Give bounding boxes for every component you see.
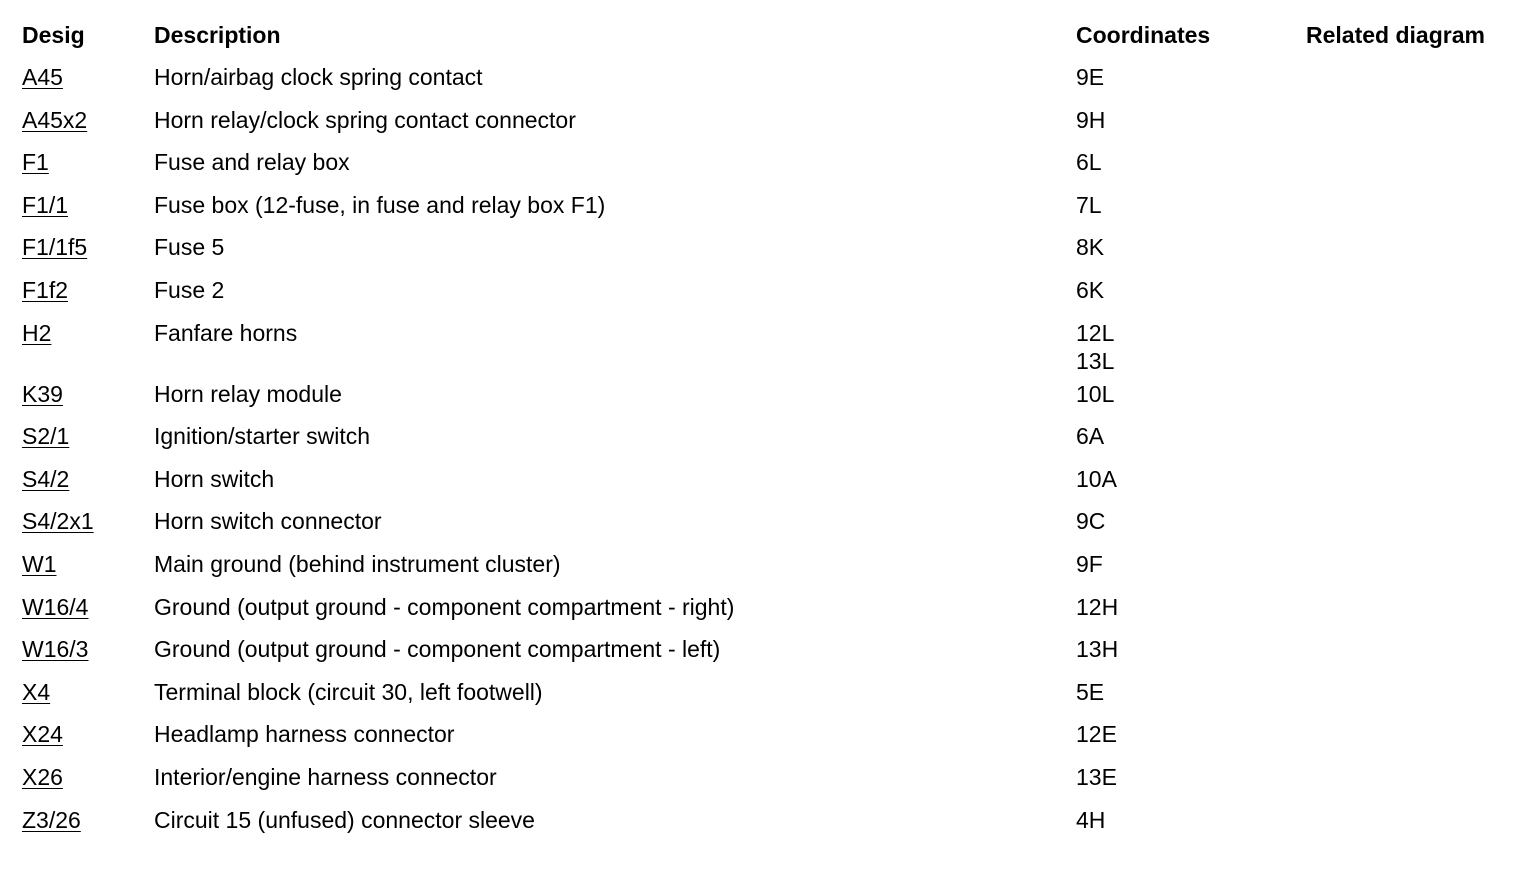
desig-cell (16, 545, 148, 588)
coordinate-value: 12L (1076, 319, 1115, 346)
related-diagram-cell (1300, 101, 1520, 144)
header-related-diagram: Related diagram (1306, 22, 1485, 48)
table-row (16, 375, 1520, 418)
desig-link[interactable]: W16/4 (22, 593, 89, 620)
table-row (16, 545, 1520, 588)
coordinate-value: 6L (1076, 149, 1102, 176)
description-cell: Ground (output ground - component compartment - left) (154, 636, 721, 663)
table-row (16, 101, 1520, 144)
desig-link[interactable]: A45 (22, 64, 63, 90)
coordinate-value: 6A (1076, 423, 1105, 450)
desig-link[interactable]: Z3/26 (22, 806, 81, 833)
coordinate-value: 13L (1076, 347, 1115, 374)
related-diagram-cell (1300, 588, 1520, 631)
coordinate-value: 13H (1076, 636, 1119, 663)
table-row (16, 58, 1520, 101)
desig-link[interactable]: W16/3 (22, 636, 89, 663)
coordinate-value: 5E (1076, 678, 1105, 705)
coordinates-cell (1070, 375, 1300, 418)
desig-link[interactable]: S4/2 (22, 465, 70, 492)
desig-cell (16, 801, 148, 844)
coordinate-value: 4H (1076, 806, 1106, 833)
description-cell: Horn switch (154, 465, 275, 492)
coordinates-cell (1070, 630, 1300, 673)
desig-cell (16, 460, 148, 503)
desig-cell (16, 588, 148, 631)
description-cell: Horn switch connector (154, 508, 382, 535)
header-description: Description (154, 22, 281, 48)
desig-link[interactable]: X26 (22, 763, 63, 790)
coordinate-value: 7L (1076, 191, 1102, 218)
description-cell: Fuse and relay box (154, 149, 350, 176)
desig-link[interactable]: S2/1 (22, 423, 70, 450)
desig-cell (16, 375, 148, 418)
related-diagram-cell (1300, 228, 1520, 271)
description-cell: Ground (output ground - component compartment - right) (154, 593, 735, 620)
coordinates-cell (1070, 460, 1300, 503)
table-row (16, 630, 1520, 673)
desig-cell (16, 715, 148, 758)
related-diagram-cell (1300, 186, 1520, 229)
coordinates-cell (1070, 143, 1300, 186)
description-cell: Ignition/starter switch (154, 423, 371, 450)
coordinate-value: 9F (1076, 550, 1103, 577)
desig-link[interactable]: X24 (22, 721, 63, 748)
related-diagram-cell (1300, 271, 1520, 314)
related-diagram-cell (1300, 801, 1520, 844)
coordinates-cell (1070, 715, 1300, 758)
description-cell: Horn relay module (154, 380, 342, 407)
description-cell: Fuse 5 (154, 234, 225, 261)
coordinates-cell (1070, 417, 1300, 460)
table-row (16, 502, 1520, 545)
coordinate-value: 8K (1076, 234, 1105, 261)
coordinates-cell (1070, 801, 1300, 844)
header-coordinates: Coordinates (1076, 22, 1211, 48)
description-cell: Interior/engine harness connector (154, 763, 497, 790)
related-diagram-cell (1300, 460, 1520, 503)
desig-link[interactable]: F1/1f5 (22, 234, 88, 261)
desig-link[interactable]: F1/1 (22, 191, 69, 218)
related-diagram-cell (1300, 375, 1520, 418)
table-body (16, 58, 1520, 843)
related-diagram-cell (1300, 545, 1520, 588)
desig-link[interactable]: F1 (22, 149, 49, 176)
desig-link[interactable]: F1f2 (22, 276, 69, 303)
coordinates-cell (1070, 588, 1300, 631)
related-diagram-cell (1300, 758, 1520, 801)
description-cell: Terminal block (circuit 30, left footwell) (154, 678, 543, 705)
coordinates-cell (1070, 186, 1300, 229)
table-row (16, 758, 1520, 801)
coordinate-value: 6K (1076, 276, 1105, 303)
coordinate-value: 10A (1076, 465, 1117, 492)
related-diagram-cell (1300, 143, 1520, 186)
desig-cell (16, 186, 148, 229)
desig-cell (16, 673, 148, 716)
coordinate-value: 12E (1076, 721, 1117, 748)
table-row (16, 314, 1520, 375)
desig-cell (16, 417, 148, 460)
description-cell: Headlamp harness connector (154, 721, 455, 748)
desig-cell (16, 502, 148, 545)
related-diagram-cell (1300, 58, 1520, 101)
coordinates-cell (1070, 271, 1300, 314)
coordinate-value: 9H (1076, 106, 1106, 133)
coordinate-value: 9C (1076, 508, 1106, 535)
desig-cell (16, 101, 148, 144)
table-row (16, 673, 1520, 716)
table-row (16, 143, 1520, 186)
coordinates-cell (1070, 101, 1300, 144)
desig-cell (16, 271, 148, 314)
related-diagram-cell (1300, 673, 1520, 716)
table-row (16, 588, 1520, 631)
description-cell: Fuse box (12-fuse, in fuse and relay box F1) (154, 191, 606, 218)
coordinates-cell (1070, 314, 1300, 375)
table-row (16, 271, 1520, 314)
coordinates-cell (1070, 758, 1300, 801)
desig-link[interactable]: W1 (22, 550, 57, 577)
component-legend-table (16, 16, 1520, 843)
desig-cell (16, 314, 148, 375)
desig-cell (16, 58, 148, 101)
table-row (16, 460, 1520, 503)
related-diagram-cell (1300, 630, 1520, 673)
desig-cell (16, 630, 148, 673)
desig-link[interactable]: X4 (22, 678, 51, 705)
table-row (16, 186, 1520, 229)
desig-link[interactable]: K39 (22, 380, 63, 407)
description-cell: Horn relay/clock spring contact connector (154, 106, 576, 133)
coordinate-value: 10L (1076, 380, 1115, 407)
description-cell: Fuse 2 (154, 276, 225, 303)
related-diagram-cell (1300, 417, 1520, 460)
desig-cell (16, 758, 148, 801)
related-diagram-cell (1300, 715, 1520, 758)
description-cell: Horn/airbag clock spring contact (154, 64, 483, 90)
coordinate-value: 12H (1076, 593, 1119, 620)
coordinates-cell (1070, 673, 1300, 716)
related-diagram-cell (1300, 502, 1520, 545)
coordinates-cell (1070, 228, 1300, 271)
coordinates-cell (1070, 58, 1300, 101)
coordinates-cell (1070, 545, 1300, 588)
description-cell: Main ground (behind instrument cluster) (154, 550, 561, 577)
coordinate-value: 13E (1076, 763, 1117, 790)
desig-cell (16, 143, 148, 186)
header-desig: Desig (22, 22, 85, 48)
table-row (16, 715, 1520, 758)
related-diagram-cell (1300, 314, 1520, 375)
desig-link[interactable]: H2 (22, 319, 52, 346)
coordinates-cell (1070, 502, 1300, 545)
table-row (16, 801, 1520, 844)
description-cell: Fanfare horns (154, 319, 298, 346)
table-row (16, 417, 1520, 460)
table-header-row (16, 16, 1520, 58)
coordinate-value: 9E (1076, 64, 1105, 90)
desig-link[interactable]: S4/2x1 (22, 508, 94, 535)
table-row (16, 228, 1520, 271)
desig-link[interactable]: A45x2 (22, 106, 88, 133)
desig-cell (16, 228, 148, 271)
description-cell: Circuit 15 (unfused) connector sleeve (154, 806, 535, 833)
